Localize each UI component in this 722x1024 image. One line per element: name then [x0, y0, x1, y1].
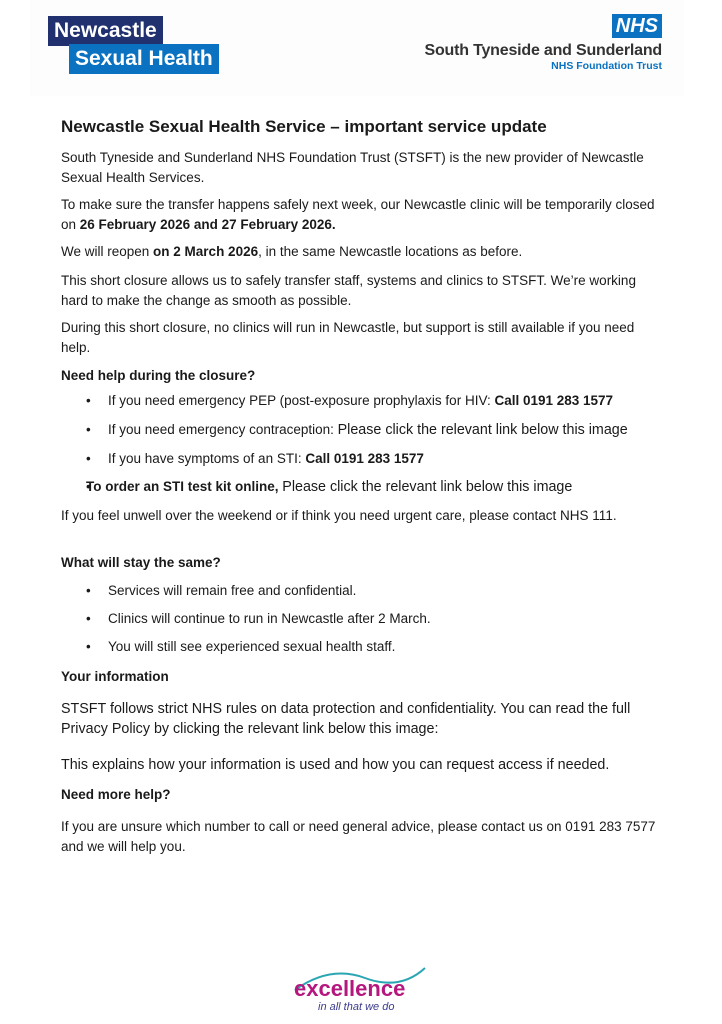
- help-heading: Need help during the closure?: [61, 368, 256, 383]
- help-item: [86, 422, 628, 438]
- text: We will reopen: [61, 244, 154, 259]
- link-note: Please click the relevant link below this image: [337, 422, 628, 438]
- text: You will still see experienced sexual health staff.: [108, 639, 396, 654]
- link-note: Please click the relevant link below this image: [282, 479, 573, 495]
- excellence-logo: [290, 960, 430, 1015]
- phone: Call 0191 283 1577: [305, 451, 424, 466]
- logo-tagline: in all that we do: [318, 1001, 395, 1013]
- text: To order an STI test kit online,: [86, 479, 283, 494]
- trust-logo: [425, 14, 662, 72]
- text: , in the same Newcastle locations as before.: [258, 244, 523, 259]
- trust-subtitle: NHS Foundation Trust: [551, 60, 662, 72]
- help-item: [86, 451, 424, 466]
- logo-line-2: Sexual Health: [69, 44, 219, 74]
- reopen-paragraph: [61, 242, 661, 262]
- help-item: [86, 479, 572, 495]
- text: Clinics will continue to run in Newcastle after 2 March.: [108, 611, 431, 626]
- more-help-heading: Need more help?: [61, 787, 171, 802]
- text: Services will remain free and confidential.: [108, 583, 357, 598]
- transfer-paragraph: This short closure allows us to safely transfer staff, systems and clinics to STSFT. We’re working hard to make the change as smooth as possible.: [61, 273, 636, 308]
- urgent-paragraph: If you feel unwell over the weekend or if think you need urgent care, please contact NHS 111.: [61, 508, 617, 523]
- phone: Call 0191 283 1577: [494, 393, 614, 408]
- privacy-paragraph: STSFT follows strict NHS rules on data protection and confidentiality. You can read the full Privacy Policy by clicking the relevant link below this image:: [61, 701, 631, 737]
- same-item: [86, 611, 431, 626]
- contact-paragraph: If you are unsure which number to call or need general advice, please contact us on 0191 283 7577 and we will help you.: [61, 819, 656, 854]
- trust-name: South Tyneside and Sunderland: [424, 42, 662, 59]
- support-paragraph: During this short closure, no clinics will run in Newcastle, but support is still available if you need help.: [61, 320, 635, 355]
- same-item: [86, 639, 395, 654]
- intro-paragraph: South Tyneside and Sunderland NHS Foundation Trust (STSFT) is the new provider of Newcastle Sexual Health Services.: [61, 150, 644, 185]
- reopen-date: on 2 March 2026: [153, 244, 259, 259]
- logo-line-1: Newcastle: [48, 16, 163, 46]
- same-item: [86, 583, 356, 598]
- closure-dates: 26 February 2026 and 27 February 2026.: [79, 216, 336, 232]
- privacy-explain: This explains how your information is used and how you can request access if needed.: [61, 757, 610, 773]
- help-item: [86, 393, 613, 408]
- closure-paragraph: [61, 195, 661, 234]
- page-title: Newcastle Sexual Health Service – important service update: [61, 117, 547, 136]
- text: If you have symptoms of an STI:: [108, 451, 306, 466]
- nhs-badge: NHS: [612, 14, 662, 38]
- text: To make sure the transfer happens safely next week, our Newcastle clinic will be temporarily closed on: [61, 197, 655, 232]
- logo-word: excellence: [294, 976, 406, 1001]
- text: If you need emergency PEP (post-exposure prophylaxis for HIV:: [108, 393, 495, 408]
- text: If you need emergency contraception:: [108, 422, 338, 437]
- info-heading: Your information: [61, 669, 169, 684]
- same-heading: What will stay the same?: [61, 555, 221, 570]
